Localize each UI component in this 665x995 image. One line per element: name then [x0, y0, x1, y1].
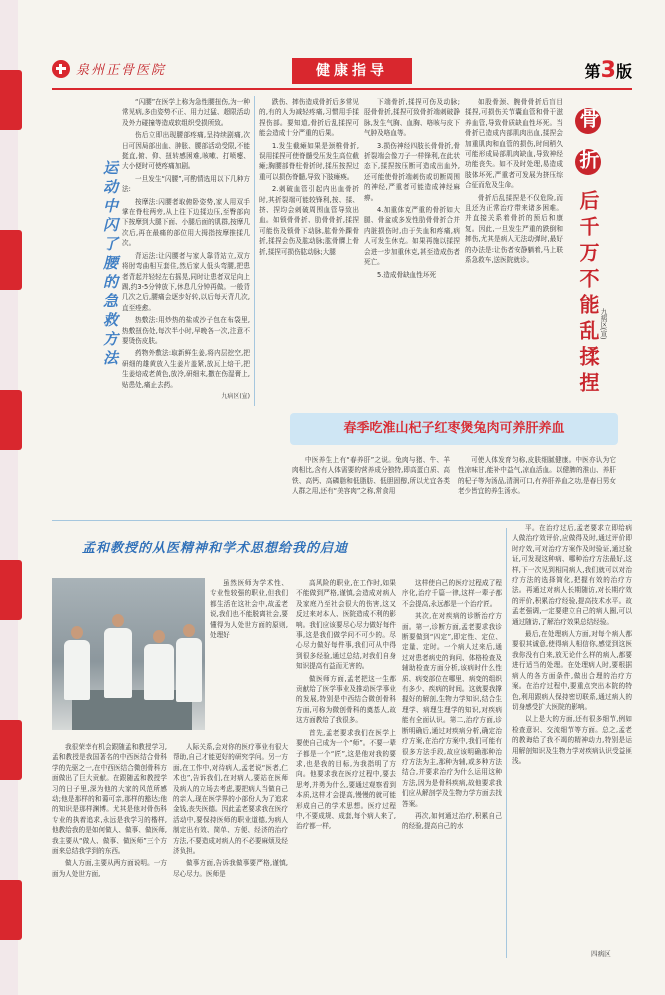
- photo-person: [64, 640, 90, 700]
- left-red-strip: [0, 0, 18, 995]
- section-divider: [52, 520, 632, 521]
- article4-col-short: 虽然医师为学术性、专业性较强的职业,但我们都生活在这社会中,故孟老说,我们也不能脱离社会,要懂得为人处世方面的原则,处理好: [210, 579, 288, 640]
- article4-col-mid3: 这样使自己的医疗过程成了程序化,治疗千篇一律,这样一辈子都不会提高,永远都是一个治疗匠。 其次,在对疾病的诊断治疗方面。第一,诊断方面,孟老要求我诊断要做到“四定”,即定性、定位、定量、定时。一个病人过来后,通过对患者病史的询问、体格检查及辅助检查方面分析,该病时什么性质、病变部位在哪里、病变的组织有多少、疾病的时间。这就要我撑握好的解剖,生物力学知识,结合生理学、病理生理学的知识,对疾病能有全面认识。第二,治疗方面,诊断明确后,通过对疾病分析,确定治疗方案,在治疗方案中,我们可能有很多方法手段,故应该明确那种治疗方法为主,那种为辅,或多种方法结合,并要求治疗为什么运用这种方法,因为是骨科疾病,故他要求我们应从解剖学及生物力学方面去找答案。 再次,如何通过治疗,积累自己的经验,提高自己的水: [402, 579, 502, 831]
- article4-col-mid2: 高风险的职业,在工作时,如果不能做到严格,谨慎,会造成对病人及家庭乃至社会很大的伤害,这又反过来对本人、医院造成不利的影响。我们应该要尽心尽力做好每件事,这是我们做学问不可少的。尽心尽力做好每件事,我们可从中得到很多经验,通过总结,对我们自身知识提高有益而无害的。 做医师方面,孟老把这一生都贡献给了医学事业及推动医学事业的发展,特别是中西结合微创骨科方面,可称为微创骨科的奠基人,故这方面教给了我很多。 首先,孟老要求我们在医学上要使自己成为一个“师”。不要一辈子都是一个“匠”,这是他对我的要求,也是我的目标,为我指明了方向。他要求我在医疗过程中,要去思考,并勇为什么,要通过观察看到本质,这样才会提高,慢慢的就可能形成自己的学术思想。医疗过程中,不要成规、成套,每个病人来了,治疗都一样,: [296, 579, 396, 831]
- photo-face: [71, 626, 83, 639]
- article1-author: 九病区(宣): [221, 392, 250, 400]
- photo-person: [104, 628, 132, 698]
- article2-author: 九病区(宣): [599, 308, 607, 340]
- article1-title: 运动中闪了腰的急救方法: [101, 160, 119, 369]
- article4-col-left: 我很荣幸有机会跟随孟和教授学习,孟和教授是我国著名的中西医结合骨科学的先驱之一,在中西医结合微创骨科方面做出了巨大贡献。在跟随孟和教授学习的日子里,深为他的大家的风范所感动;他是那样的和蔼可亲,那样的豁达;他的知识是那样渊博。尤其是他对骨伤科专业的执着追求,永远是我学习的楷样,他教给我的是如何做人、做事、做医师,我主要从“做人、做事、做医师”三个方面来总结我学到的东西。 做人方面,主要从两方面说明。一方面为人处世方面, 人际关系,会对你的医疗事业有很大帮助,自己才能更好的研究学问。另一方面,在工作中,对待病人,孟老说“医者,仁术也”,告诉我们,在对病人,要站在医师及病人的立场去考虑,要把病人当做自己的亲人,现在医学界的小部份人为了追求金钱,丧失医德。因此孟老要求我在医疗活动中,要保持医师的职业道德,为病人制定出有效、简单、方便、经济的治疗方法,不要造成对病人的不必要麻烦及经济负担。 做事方面,告诉我做事要严格,谨慎,尽心尽力。医师是: [52, 743, 288, 878]
- article2-title: 骨 折 后千万不能乱揉捏: [576, 108, 600, 398]
- photo-desk: [72, 690, 192, 730]
- column-divider: [506, 528, 507, 958]
- article3-col2: 可使人体发育匀称,皮肤细腻健康。中医亦认为它性凉味甘,能补中益气,凉血活血。以健脾的淮山、养肝的杞子等为汤品,清润可口,有养肝养血之功,是春日男女老少皆宜的养生汤水。: [458, 456, 616, 496]
- article4-col-right: 平。在治疗过后,孟老要求立即给病人做治疗效评价,应做得及时,通过评价即时疗效,可对治疗方案作及时验证,通过验证,可发现这种病、哪种治疗方法最好,这样,下一次见到相同病人,我们就可以对治疗方法的选择简化,把握有效的治疗方法。再通过对病人长期随访,对长期疗效的评价,积累治疗经验,提高技术水平。故孟老强调,一定要建立自己的病人圈,可以通过随访,了解治疗效果总结经验。 最后,在处理病人方面,对每个病人都要很其诚意,使得病人相信你,感觉到这医我你没有白来,放无论什么样的病人,都要进行适当的处理。在处理病人时,要根据病人的各方面条件,做出合理的治疗方案。在治疗过程中,要重点突出本院的特色,利用跟病人保持密切联系,通过病人的切身感受扩大医院的影响。 以上是大的方面,还有很多细节,例如检查意识、交流细节等方面。总之,孟老的教诲给了我不竭的精神动力,特别是运用解剖知识及生物力学对疾病认识受益匪浅。: [512, 524, 632, 765]
- strip-mark: [0, 390, 22, 450]
- article3-title: 春季吃淮山杞子红枣煲兔肉可养肝养血: [343, 421, 565, 436]
- strip-mark: [0, 230, 22, 290]
- hospital-cross-icon: [52, 60, 70, 78]
- article2-col3: 如股骨颈、腕骨骨折后盲目揉捏,可损伤关节囊血管和骨干滋养血管,导致骨质缺血性坏死。当骨折已造成内部肌肉出血,揉捏会加重肌肉和血管的损伤,时间稍久可能形成局部肌肉缺血,导致神经功能丧失。如不及时处理,易造成肢体坏死,严重者可发展为挤压综合征而危及生命。 骨折后乱揉捏是不仅危险,而且还为正常治疗带来诸多困难。并直接关系着骨折的预后和康复。因此,一旦发生严重的跌倒和摔伤,尤其是病人无法动弹时,最好的办法是:让伤者安静躺着,马上联系急救车,送医院就诊。: [465, 98, 563, 265]
- article4-author: 四病区: [591, 950, 611, 958]
- title-circle: 骨: [576, 108, 600, 134]
- brand-name: 泉州正骨医院: [76, 63, 167, 78]
- article1-body: “闪腰”在医学上称为急性腰扭伤,为一种常见病,多由姿势不正、用力过猛、超限活动及外力碰撞等造成软组织受损所致。 伤后立即出现腰部疼痛,呈持续剧痛,次日可因局部出血、肿胀、腰部活动受限,不能挺直,俯、仰、扭转感困难,咳嗽、打喷嚏、大小便时可使疼痛加剧。 一旦发生“闪腰”,可酌情选用以下几种方法: 按摩法:闪腰者取俯卧姿势,家人用双手掌在脊柱两旁,从上往下边揉边压,至臀部向下按摩到大腿下面、小腿后面的肌群,按摩几次后,再在最痛的部位用大拇指按摩推揉几次。 背运法:让闪腰者与家人靠背站立,双方将肘弯曲相互套住,然后家人低头弯腰,把患者背起并轻轻左右摇晃,同时让患者双足向上踢,约3-5分钟放下,休息几分钟再做。一般背几次之后,腰痛会逐步好转,以后每天背几次,直至痊愈。 热敷法:用炒热的盐或沙子包在布袋里,热敷扭伤处,每次半小时,早晚各一次,注意不要烫伤皮肤。 药物外敷法:取新鲜生姜,将内层挖空,把研细的雄黄放入生姜片盖紧,放瓦上焙干,把生姜焙成老黄色,放冷,研细末,撒在伤湿膏上,贴患处,痛止去药。 九病区(宣): [122, 97, 250, 402]
- strip-mark: [0, 720, 22, 780]
- masthead-rule: [52, 88, 632, 90]
- masthead: [52, 58, 632, 88]
- title-circle: 折: [576, 148, 600, 175]
- column-divider: [254, 96, 255, 406]
- photo-person: [176, 638, 202, 702]
- article4-title: 孟和教授的从医精神和学术思想给我的启迪: [82, 541, 349, 556]
- article3-col1: 中医养生上有“春养肝”之说。兔肉与猪、牛、羊肉相比,含有人体需要的营养成分独特,即高蛋白质、高铁、高钙、高磷脂和低脂肪、低胆固醇,所以尤宜各类人群之用,还有“美容肉”之称,常食用: [292, 456, 450, 496]
- strip-mark: [0, 70, 22, 130]
- edition-label: 第3版: [584, 58, 632, 83]
- professor-photo: [52, 578, 205, 730]
- strip-mark: [0, 560, 22, 620]
- photo-face: [112, 614, 124, 627]
- strip-mark: [0, 880, 22, 940]
- article2-col1: 跌伤、摔伤造成骨折后多常见的,有的人为减轻疼痛,习惯用手揉捏伤部。要知道,骨折后乱揉捏可能会造成十分严重的后果。 1.发生截瘫如果是颈椎骨折,误用揉捏可使脊髓受压发生高位截瘫;胸腰部脊柱骨折时,揉压按捏过重可以损伤脊髓,导致下肢瘫痪。 2.刺破血管引起内出血骨折时,其折裂端可能较锋利,按、揉、挤、捏均会刺破周围血管导致出血。如锁骨骨折、肋骨骨折,揉捏可能伤及锁骨下动脉,肱骨外踝骨折,揉捏会伤及肱动脉;肱骨髁上骨折,揉捏可损伤肱动脉;大腿: [259, 98, 359, 256]
- photo-person: [144, 644, 174, 700]
- photo-face: [153, 630, 165, 643]
- photo-face: [183, 624, 195, 637]
- article2-col2: 下端骨折,揉捏可伤及动脉;胫骨骨折,揉捏可致骨折端刺破静脉,发生气胸、血胸、咯咳与皮下气肿及咯血等。 3.损伤神经四肢长骨骨折,骨折裂端会像刀子一样锋利,在此状态下,揉捏按压断可造成出血外,还可能使骨折端刺伤或切断周围的神经,严重者可能造成神经麻痹。 4.加重体克严重的骨折如大腿、骨盆或多发性肋骨骨折合并内脏损伤时,由于失血和疼痛,病人可发生休克。如果再施以揉捏会进一步加重休克,甚至造成伤者死亡。 5.造成骨缺血性坏死: [364, 98, 460, 279]
- section-title: 健康指导: [292, 58, 412, 84]
